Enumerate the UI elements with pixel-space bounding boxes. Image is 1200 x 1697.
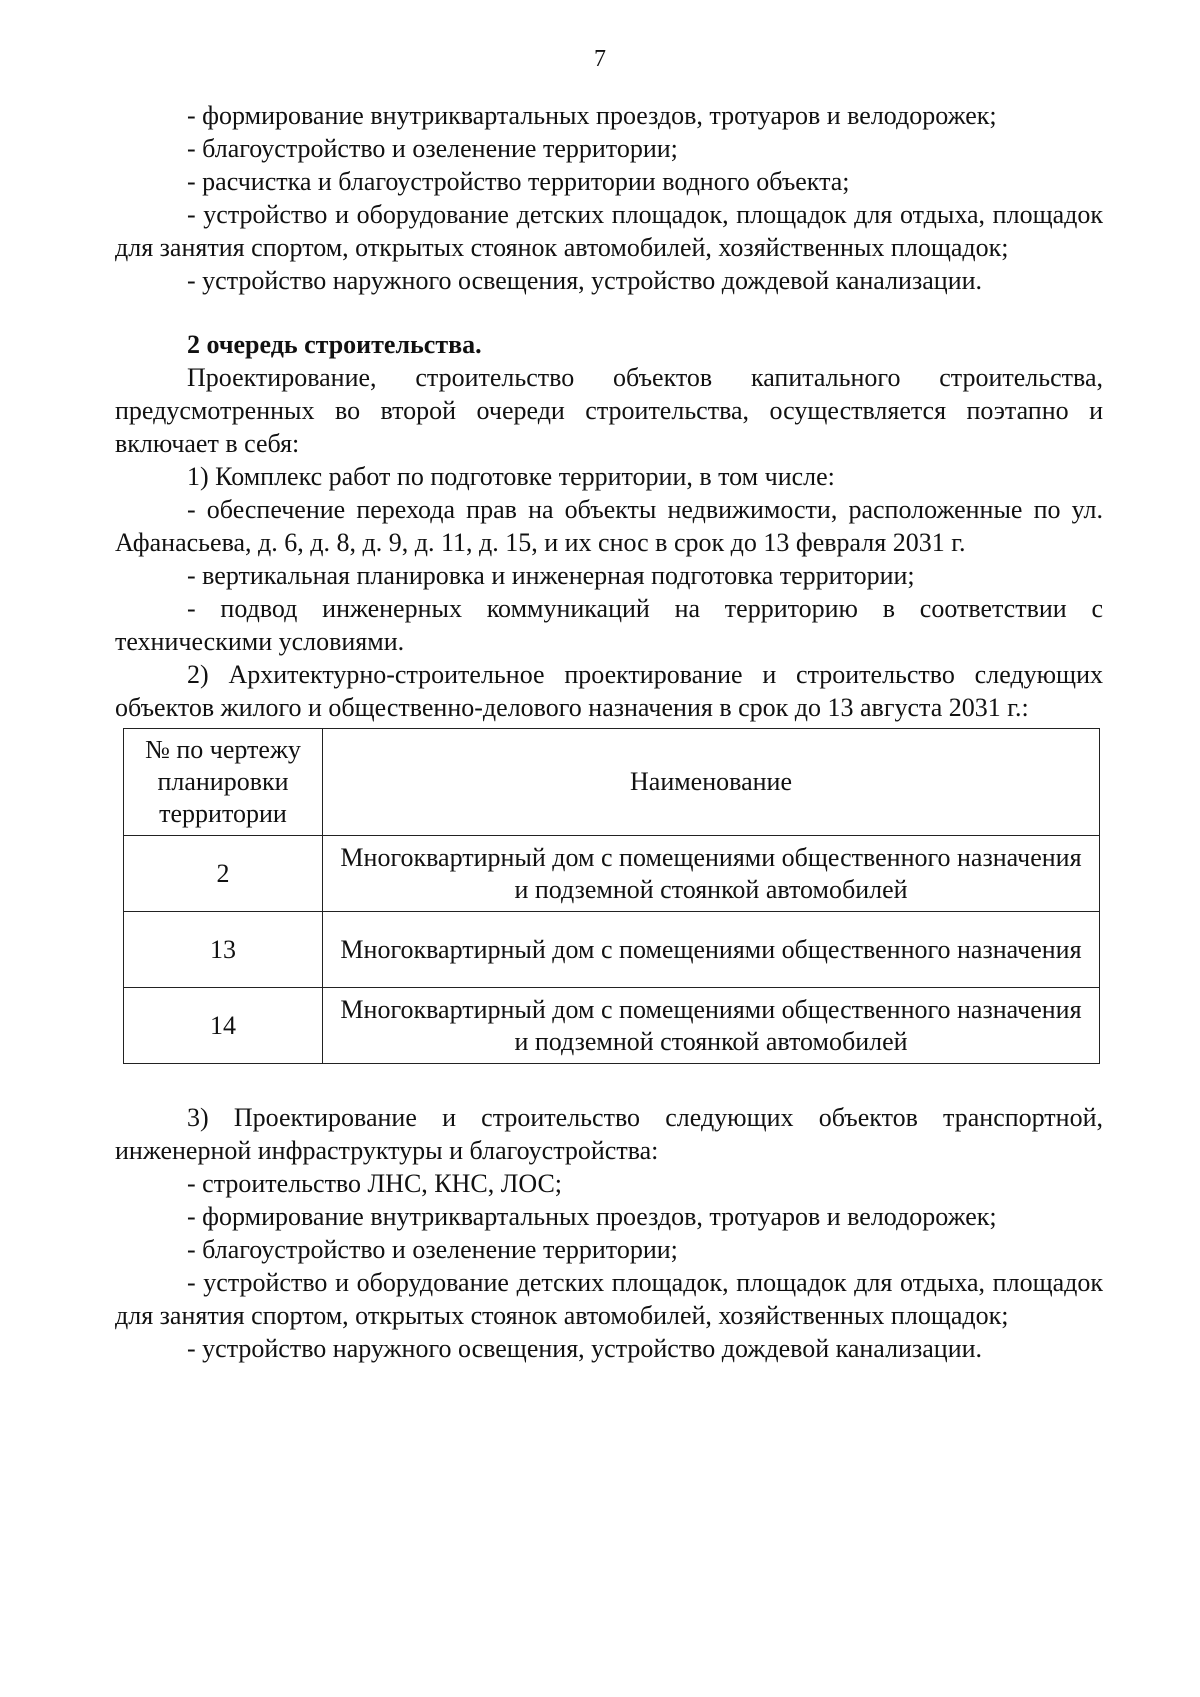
cell-name: Многоквартирный дом с помещениями общественного назначения xyxy=(323,912,1100,988)
list-item: - благоустройство и озеленение территории; xyxy=(187,1235,678,1264)
list-item: - расчистка и благоустройство территории водного объекта; xyxy=(187,167,850,196)
list-item: - обеспечение перехода прав на объекты недвижимости, расположенные по ул. Афанасьева, д. 6, д. 8, д. 9, д. 11, д. 15, и их снос в срок до 13 февраля 2031 г. xyxy=(115,495,1103,557)
list-item: - благоустройство и озеленение территории; xyxy=(187,134,678,163)
cell-number: 14 xyxy=(124,988,323,1064)
table-header-row xyxy=(124,729,1100,836)
cell-number: 13 xyxy=(124,912,323,988)
cell-number: 2 xyxy=(124,836,323,912)
item-3-section xyxy=(115,1101,1103,1365)
section-intro: Проектирование, строительство объектов капитального строительства, предусмотренных во второй очереди строительства, осуществляется поэтапно и включает в себя: xyxy=(115,363,1103,458)
list-item: - подвод инженерных коммуникаций на территорию в соответствии с техническими условиями. xyxy=(115,594,1103,656)
header-number: № по чертежу планировки территории xyxy=(124,729,323,836)
list-item: - устройство наружного освещения, устройство дождевой канализации. xyxy=(187,266,983,295)
list-item: - устройство и оборудование детских площадок, площадок для отдыха, площадок для занятия спортом, открытых стоянок автомобилей, хозяйственных площадок; xyxy=(115,1268,1103,1330)
item-1-title: 1) Комплекс работ по подготовке территории, в том числе: xyxy=(187,462,835,491)
list-item: - вертикальная планировка и инженерная подготовка территории; xyxy=(187,561,915,590)
list-item: - строительство ЛНС, КНС, ЛОС; xyxy=(187,1169,563,1198)
page-number: 7 xyxy=(594,46,606,72)
list-item: - устройство и оборудование детских площадок, площадок для отдыха, площадок для занятия спортом, открытых стоянок автомобилей, хозяйственных площадок; xyxy=(115,200,1103,262)
cell-name: Многоквартирный дом с помещениями общественного назначения и подземной стоянкой автомобилей xyxy=(323,836,1100,912)
objects-table xyxy=(123,728,1100,1064)
list-item: - устройство наружного освещения, устройство дождевой канализации. xyxy=(187,1334,983,1363)
stage-2-section xyxy=(115,328,1103,724)
intro-list xyxy=(115,99,1103,297)
table-row xyxy=(124,836,1100,912)
document-body xyxy=(115,99,1103,1365)
item-2-title: 2) Архитектурно-строительное проектирование и строительство следующих объектов жилого и общественно-делового назначения в срок до 13 августа 2031 г.: xyxy=(115,660,1103,722)
section-heading: 2 очередь строительства. xyxy=(187,330,482,359)
cell-name: Многоквартирный дом с помещениями общественного назначения и подземной стоянкой автомобилей xyxy=(323,988,1100,1064)
list-item: - формирование внутриквартальных проездов, тротуаров и велодорожек; xyxy=(187,101,997,130)
table-row xyxy=(124,912,1100,988)
header-name: Наименование xyxy=(323,729,1100,836)
list-item: - формирование внутриквартальных проездов, тротуаров и велодорожек; xyxy=(187,1202,997,1231)
item-3-title: 3) Проектирование и строительство следующих объектов транспортной, инженерной инфраструктуры и благоустройства: xyxy=(115,1103,1103,1165)
table-row xyxy=(124,988,1100,1064)
